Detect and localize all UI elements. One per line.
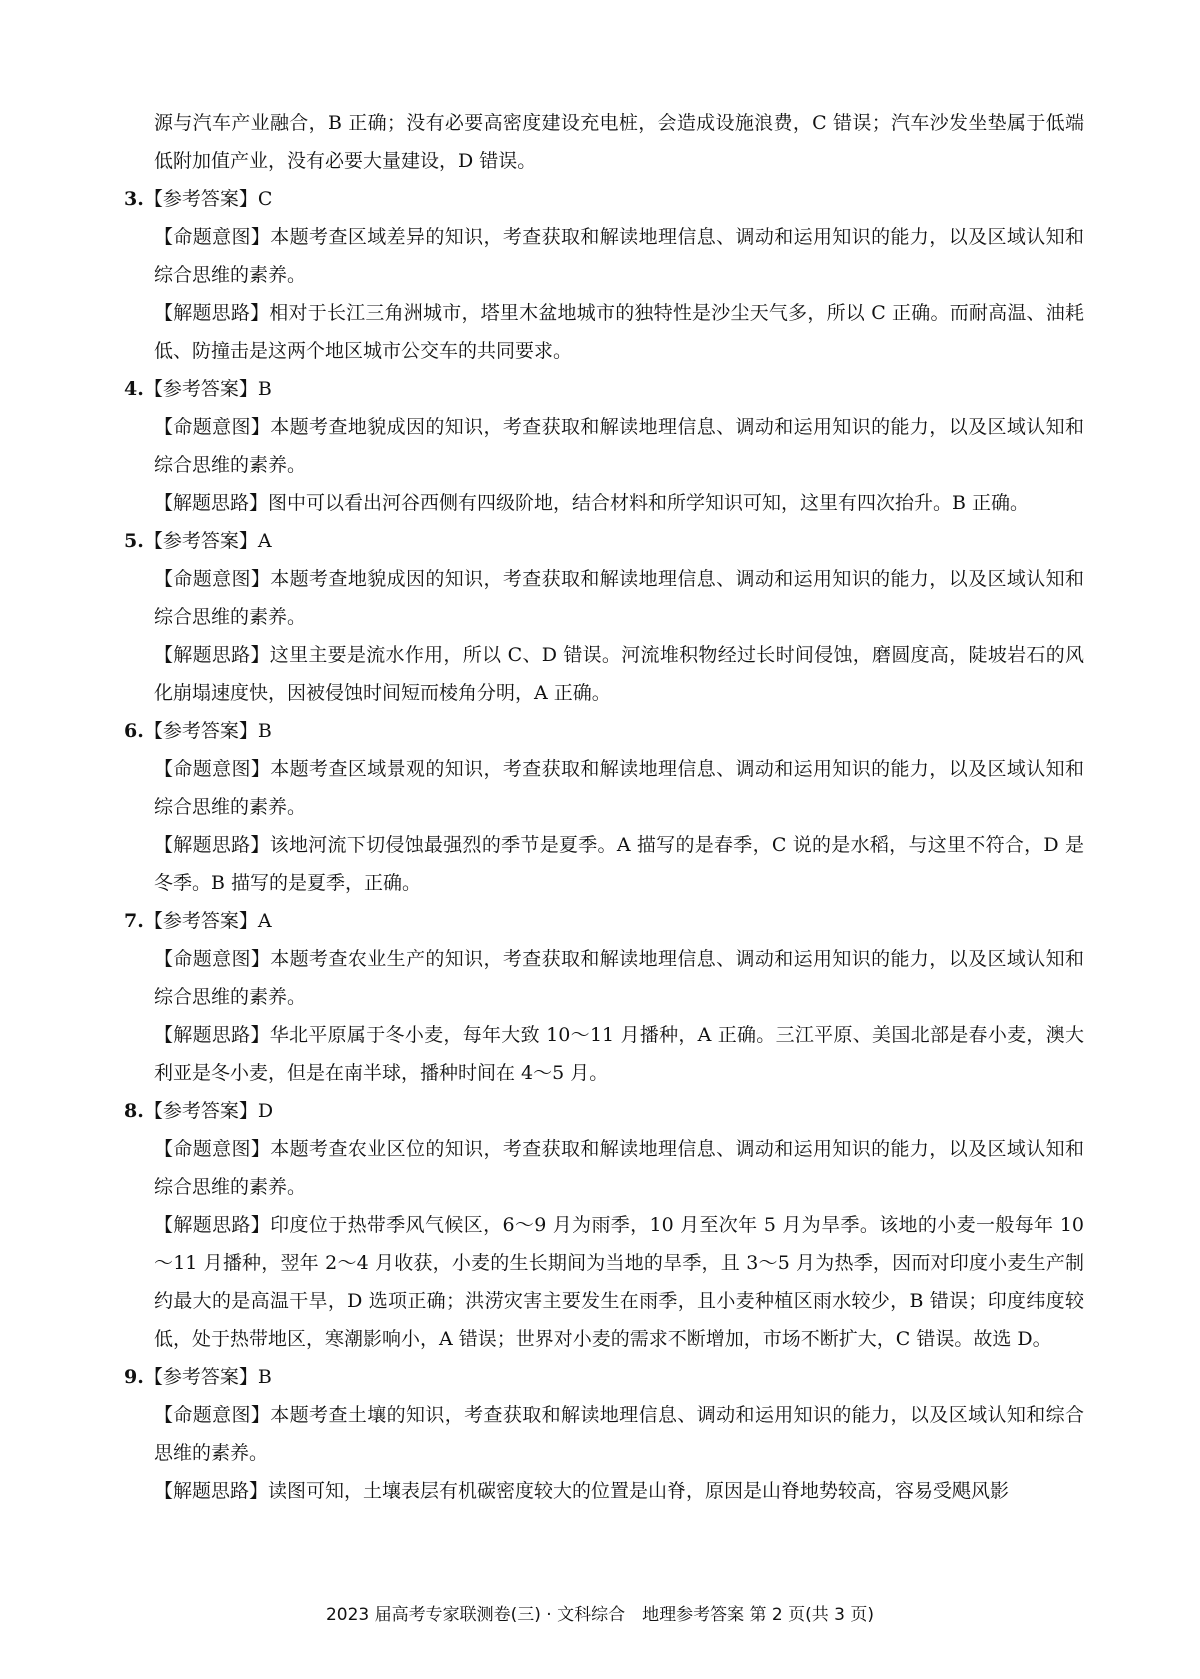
reasoning-paragraph: 【解题思路】图中可以看出河谷西侧有四级阶地，结合材料和所学知识可知，这里有四次抬升。B 正确。 [154,492,1030,514]
reasoning-paragraph: 【解题思路】印度位于热带季风气候区，6～9 月为雨季，10 月至次年 5 月为旱季。该地的小麦一般每年 10～11 月播种，翌年 2～4 月收获，小麦的生长期间为当地的旱季，且 3～5 月为热季，因而对印度小麦生产制约最大的是高温干旱，D 选项正确；洪涝灾害主要发生在雨季，且小麦种植区雨水较少，B 错误；印度纬度较低，处于热带地区，寒潮影响小，A 错误；世界对小麦的需求不断增加，市场不断扩大，C 错误。故选 D。 [154,1214,1084,1350]
answer-label: 【参考答案】B [143,378,272,400]
answer-heading [124,1358,1084,1396]
question-9 [124,1358,1084,1510]
answer-label: 【参考答案】C [143,188,273,210]
intent-paragraph: 【命题意图】本题考查区域景观的知识，考查获取和解读地理信息、调动和运用知识的能力，以及区域认知和综合思维的素养。 [154,758,1084,818]
intent-paragraph: 【命题意图】本题考查农业区位的知识，考查获取和解读地理信息、调动和运用知识的能力，以及区域认知和综合思维的素养。 [154,1138,1084,1198]
intent-paragraph: 【命题意图】本题考查地貌成因的知识，考查获取和解读地理信息、调动和运用知识的能力，以及区域认知和综合思维的素养。 [154,568,1084,628]
question-8 [124,1092,1084,1358]
answer-heading [124,1092,1084,1130]
question-number: 8. [124,1100,144,1122]
question-4 [124,370,1084,522]
reasoning-paragraph: 【解题思路】该地河流下切侵蚀最强烈的季节是夏季。A 描写的是春季，C 说的是水稻，与这里不符合，D 是冬季。B 描写的是夏季，正确。 [154,834,1084,894]
answer-heading [124,180,1084,218]
page-footer: 2023 届高考专家联测卷(三) · 文科综合 地理参考答案 第 2 页(共 3 页) [325,1605,875,1625]
question-5 [124,522,1084,712]
question-7 [124,902,1084,1092]
intent-paragraph: 【命题意图】本题考查地貌成因的知识，考查获取和解读地理信息、调动和运用知识的能力，以及区域认知和综合思维的素养。 [154,416,1084,476]
question-6 [124,712,1084,902]
reasoning-paragraph: 【解题思路】这里主要是流水作用，所以 C、D 错误。河流堆积物经过长时间侵蚀，磨圆度高，陡坡岩石的风化崩塌速度快，因被侵蚀时间短而棱角分明，A 正确。 [154,644,1084,704]
question-3 [124,180,1084,370]
intro-paragraph: 源与汽车产业融合，B 正确；没有必要高密度建设充电桩，会造成设施浪费，C 错误；汽车沙发坐垫属于低端低附加值产业，没有必要大量建设，D 错误。 [154,112,1084,172]
intent-paragraph: 【命题意图】本题考查土壤的知识，考查获取和解读地理信息、调动和运用知识的能力，以及区域认知和综合思维的素养。 [154,1404,1084,1464]
reasoning-paragraph: 【解题思路】华北平原属于冬小麦，每年大致 10～11 月播种，A 正确。三江平原、美国北部是春小麦，澳大利亚是冬小麦，但是在南半球，播种时间在 4～5 月。 [154,1024,1084,1084]
question-number: 7. [124,910,144,932]
answer-label: 【参考答案】B [143,720,272,742]
question-number: 4. [124,378,144,400]
intent-paragraph: 【命题意图】本题考查区域差异的知识，考查获取和解读地理信息、调动和运用知识的能力，以及区域认知和综合思维的素养。 [154,226,1084,286]
answer-heading [124,712,1084,750]
answer-label: 【参考答案】D [143,1100,274,1122]
answer-heading [124,370,1084,408]
question-number: 5. [124,530,144,552]
question-number: 9. [124,1366,144,1388]
answer-heading [124,902,1084,940]
reasoning-paragraph: 【解题思路】读图可知，土壤表层有机碳密度较大的位置是山脊，原因是山脊地势较高，容易受飓风影 [154,1480,1010,1502]
answer-heading [124,522,1084,560]
question-number: 3. [124,188,144,210]
answer-document [124,104,1084,1510]
answer-label: 【参考答案】A [143,910,272,932]
answer-label: 【参考答案】A [143,530,272,552]
reasoning-paragraph: 【解题思路】相对于长江三角洲城市，塔里木盆地城市的独特性是沙尘天气多，所以 C 正确。而耐高温、油耗低、防撞击是这两个地区城市公交车的共同要求。 [154,302,1084,362]
answer-label: 【参考答案】B [143,1366,272,1388]
question-number: 6. [124,720,144,742]
intent-paragraph: 【命题意图】本题考查农业生产的知识，考查获取和解读地理信息、调动和运用知识的能力，以及区域认知和综合思维的素养。 [154,948,1084,1008]
